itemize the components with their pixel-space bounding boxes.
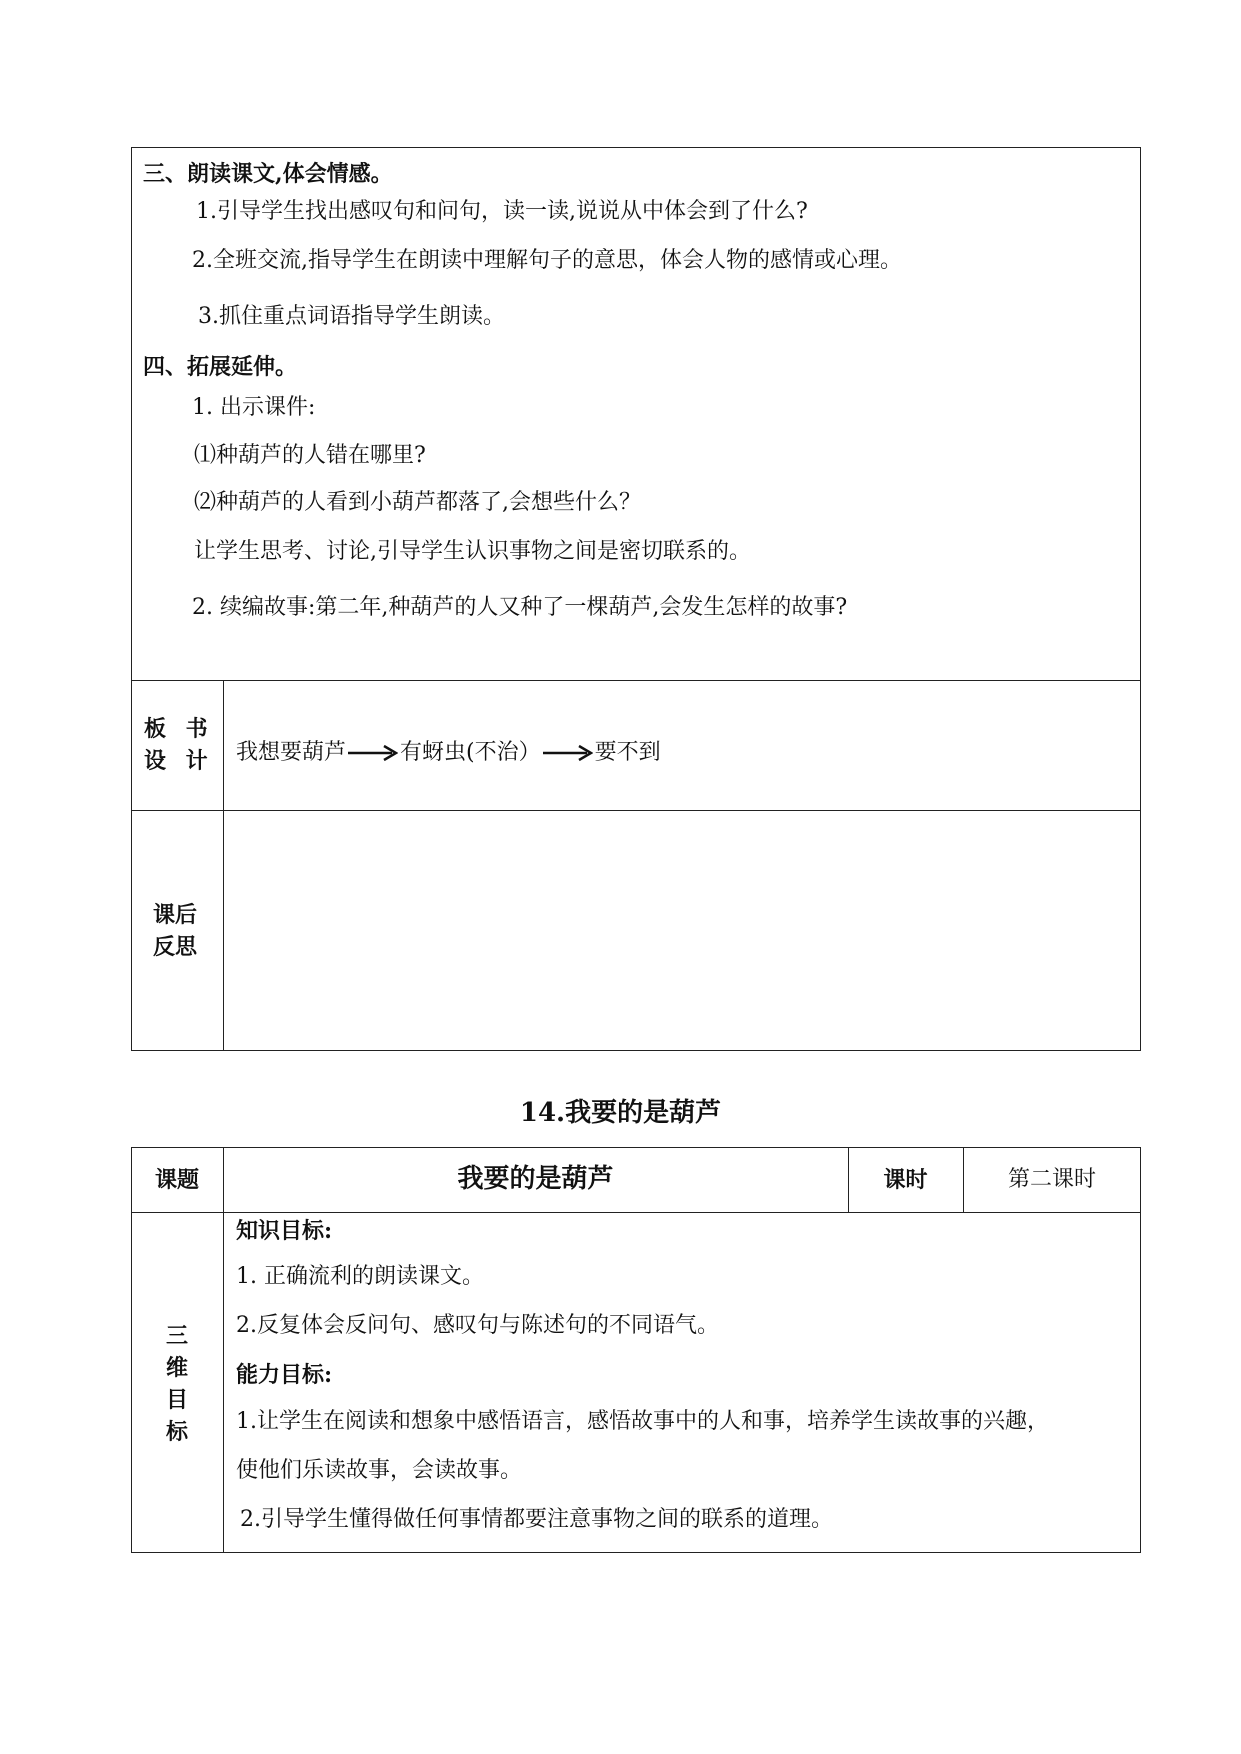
- goals-label-char-2: 维: [166, 1355, 189, 1381]
- period-value: 第二课时: [1007, 1167, 1096, 1192]
- section4-heading: 四、拓展延伸。: [143, 354, 298, 380]
- goals-label-char-4: 标: [166, 1419, 189, 1445]
- board-label-line1: 板 书: [144, 716, 214, 742]
- period-label: 课时: [883, 1167, 928, 1193]
- right-arrow-icon: [543, 744, 593, 762]
- ability-goal-1-line2: 使他们乐读故事，会读故事。: [236, 1458, 523, 1483]
- lesson-title: 14.我要的是葫芦: [519, 1098, 722, 1128]
- lower-label-column-divider: [223, 1147, 224, 1553]
- s4-question2: ⑵种葫芦的人看到小葫芦都落了,会想些什么？: [194, 490, 641, 515]
- section3-heading: 三、朗读课文,体会情感。: [143, 161, 393, 187]
- s4-note: 让学生思考、讨论,引导学生认识事物之间是密切联系的。: [194, 539, 751, 564]
- s3-item3: 3.抓住重点词语指导学生朗读。: [198, 304, 505, 329]
- topic-label: 课题: [154, 1167, 199, 1193]
- board-part3: 要不到: [594, 740, 661, 765]
- s4-item2: 2. 续编故事:第二年,种葫芦的人又种了一棵葫芦,会发生怎样的故事?: [192, 595, 848, 620]
- s3-item1: 1.引导学生找出感叹句和问句，读一读,说说从中体会到了什么?: [196, 199, 808, 224]
- ability-goal-2: 2.引导学生懂得做任何事情都要注意事物之间的联系的道理。: [240, 1507, 833, 1532]
- s4-question1: ⑴种葫芦的人错在哪里?: [194, 443, 426, 468]
- ability-heading: 能力目标:: [236, 1362, 333, 1388]
- upper-divider-2: [131, 810, 1141, 811]
- knowledge-goal-2: 2.反复体会反问句、感叹句与陈述句的不同语气。: [236, 1313, 719, 1338]
- board-design-content: [236, 738, 661, 768]
- knowledge-heading: 知识目标:: [236, 1218, 333, 1244]
- right-arrow-icon: [348, 744, 398, 762]
- lower-table: [131, 1147, 1141, 1553]
- board-part1: 我想要葫芦: [236, 740, 347, 765]
- lower-header-divider: [131, 1212, 1141, 1213]
- topic-value: 我要的是葫芦: [457, 1164, 614, 1194]
- board-label-line2: 设 计: [144, 748, 214, 774]
- board-part2: 有蚜虫(不治）: [400, 740, 541, 765]
- s4-item1: 1. 出示课件:: [192, 395, 316, 420]
- goals-label-char-1: 三: [166, 1323, 189, 1349]
- reflection-label-line1: 课后: [153, 902, 198, 928]
- upper-divider-1: [131, 680, 1141, 681]
- goals-label-char-3: 目: [166, 1387, 189, 1413]
- s3-item2: 2.全班交流,指导学生在朗读中理解句子的意思，体会人物的感情或心理。: [192, 248, 902, 273]
- ability-goal-1-line1: 1.让学生在阅读和想象中感悟语言，感悟故事中的人和事，培养学生读故事的兴趣，: [236, 1409, 1049, 1434]
- upper-label-column-divider: [223, 680, 224, 1051]
- knowledge-goal-1: 1. 正确流利的朗读课文。: [236, 1264, 484, 1289]
- reflection-label-line2: 反思: [153, 934, 198, 960]
